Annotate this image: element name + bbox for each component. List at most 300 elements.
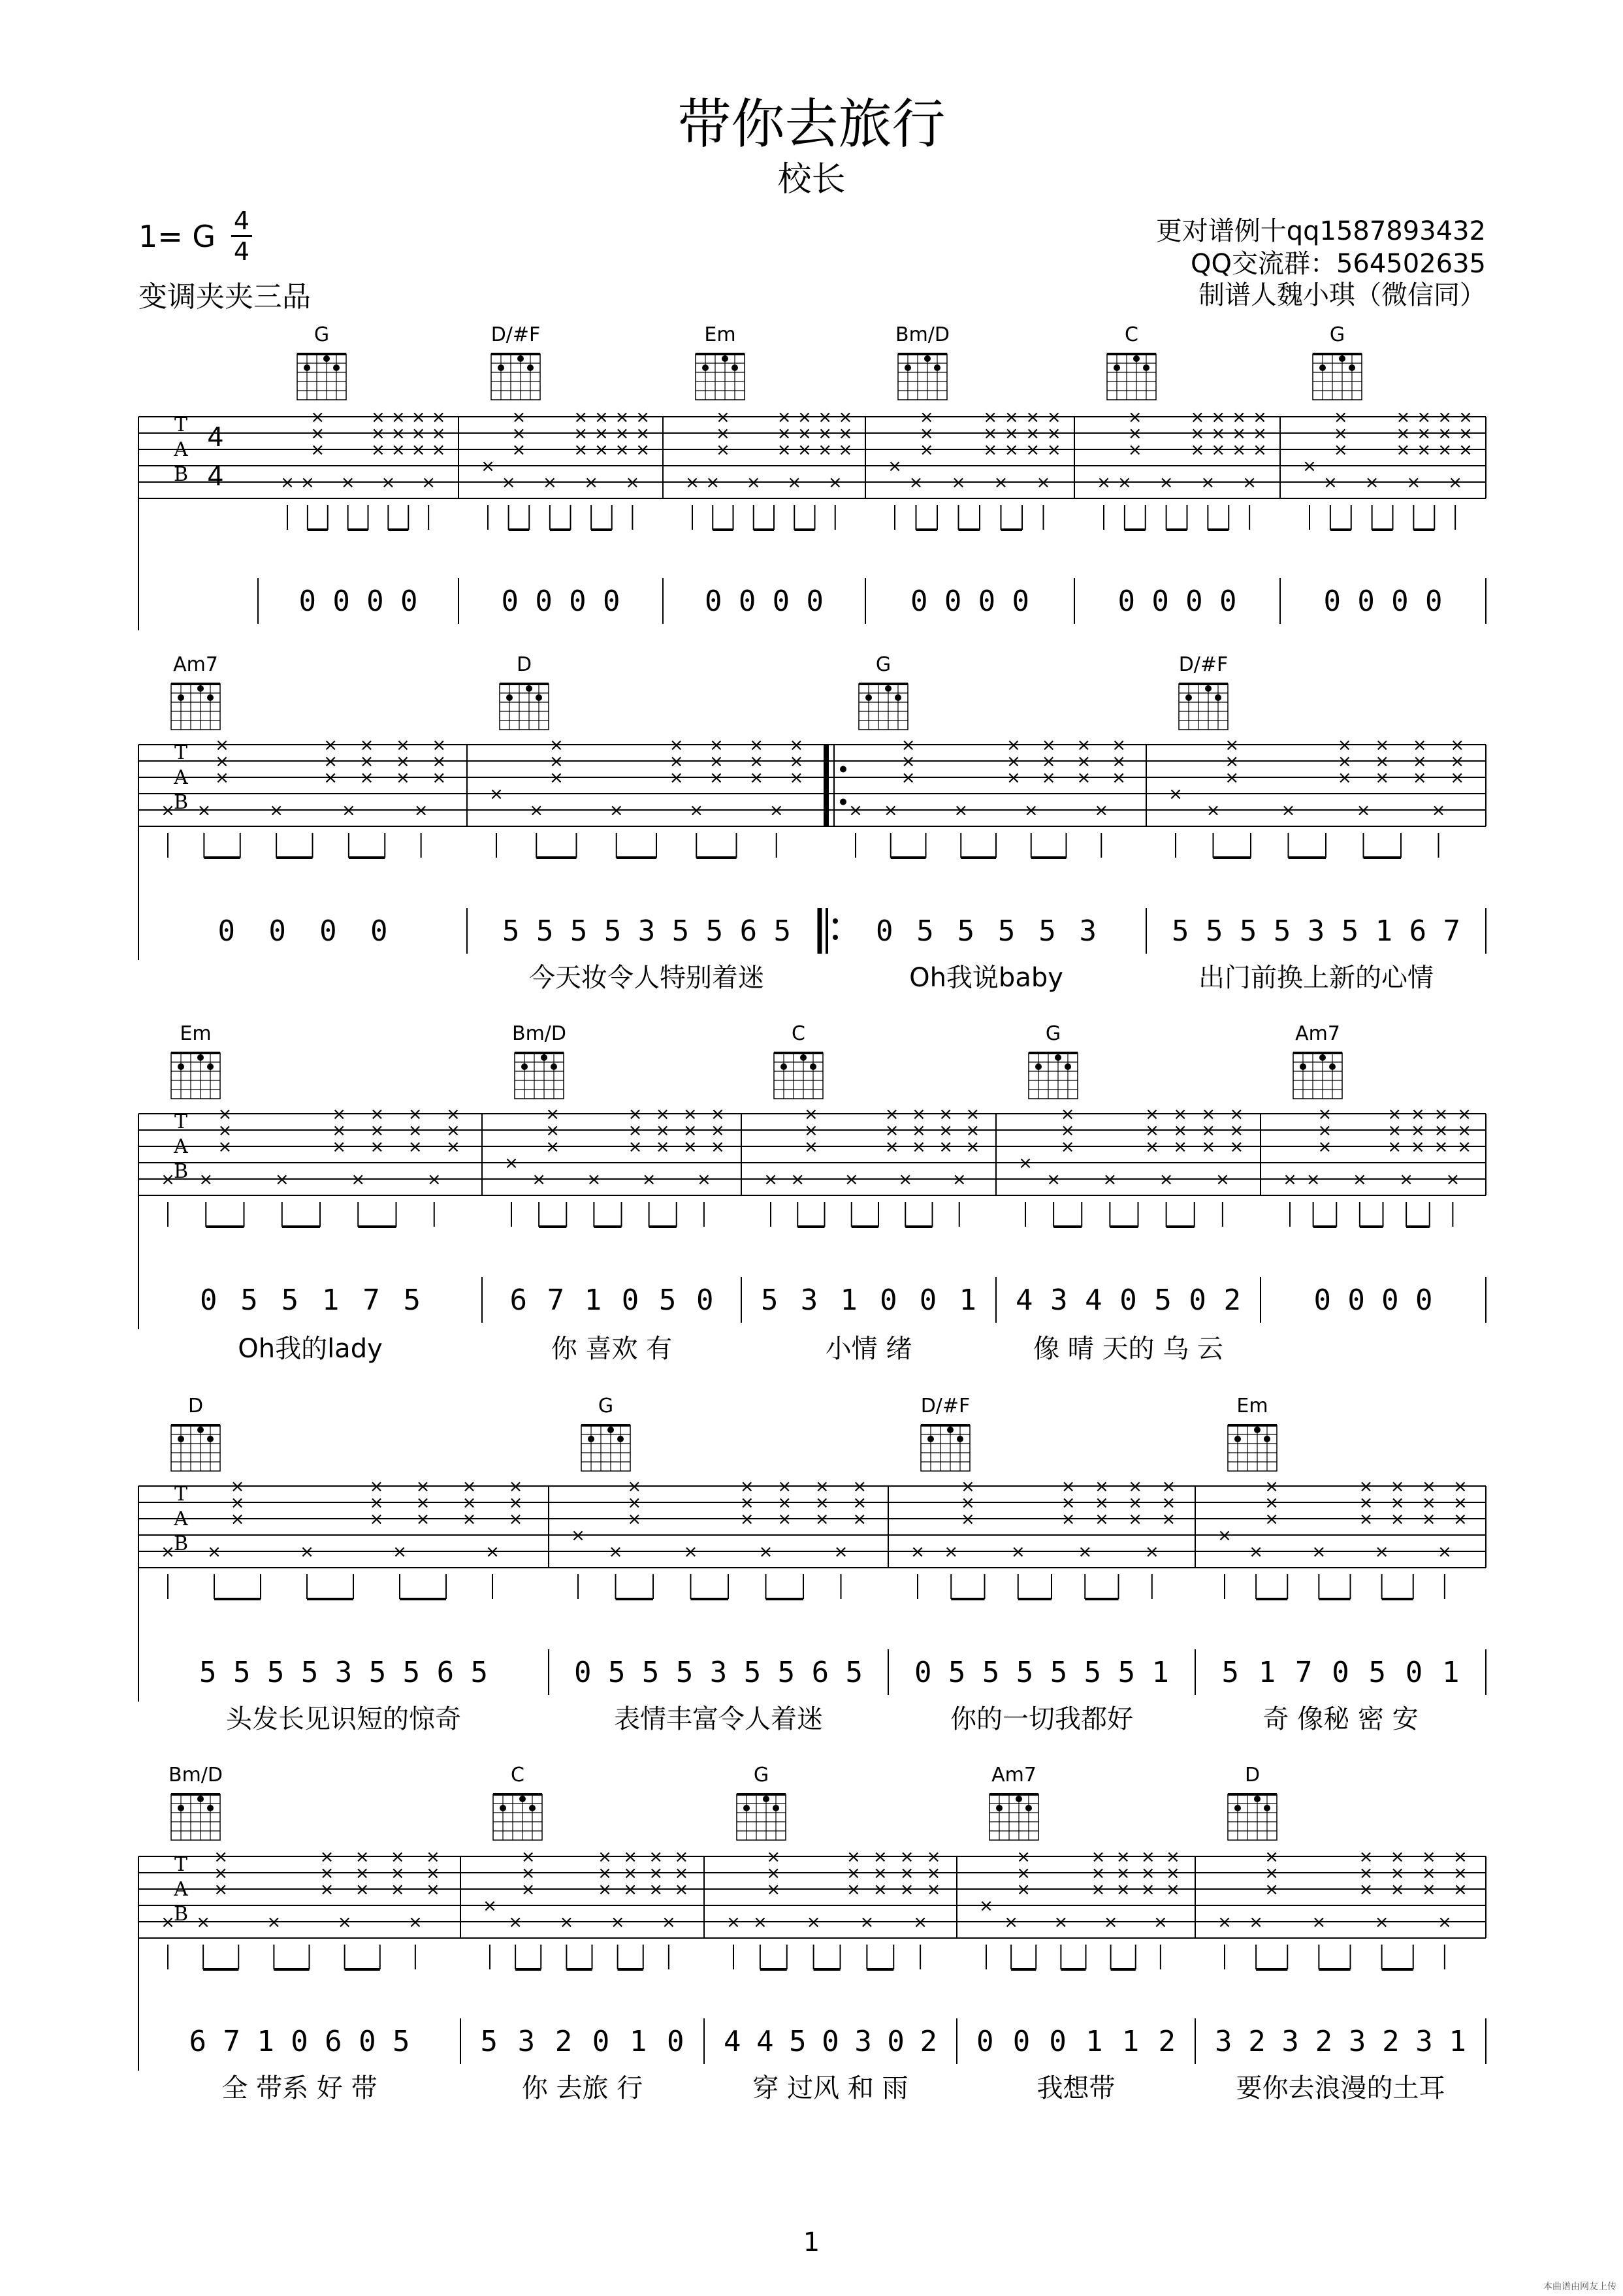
tab-x-note: × xyxy=(627,1477,642,1496)
chord-name: Em xyxy=(180,1022,212,1045)
chord-grid xyxy=(493,1794,542,1840)
chord-finger-dot xyxy=(927,1436,934,1442)
tab-x-note: × xyxy=(310,408,325,427)
tab-clef-letter: A xyxy=(174,438,188,461)
notation-repeat-dot xyxy=(833,935,838,940)
tab-x-note: × xyxy=(462,1510,477,1529)
lyric-line: 你的一切我都好 xyxy=(950,1704,1133,1734)
tab-x-note: × xyxy=(1061,1510,1076,1529)
tab-x-note: × xyxy=(215,752,229,771)
chord-finger-dot xyxy=(905,364,911,371)
tab-x-note: × xyxy=(310,424,325,444)
tab-x-note: × xyxy=(1225,768,1240,788)
tab-x-note: × xyxy=(1128,1477,1143,1496)
tab-x-note: × xyxy=(319,1847,334,1867)
chord-finger-dot xyxy=(207,1063,214,1070)
tab-x-note: × xyxy=(1004,1913,1019,1932)
tab-x-note: × xyxy=(230,1510,245,1529)
jianpu-notes: 0 0 0 0 xyxy=(705,585,824,618)
tab-x-note: × xyxy=(341,801,356,820)
tab-x-note: × xyxy=(1434,1105,1449,1124)
tab-x-note: × xyxy=(573,440,588,460)
tab-x-note: × xyxy=(1046,1170,1061,1189)
tab-x-note: × xyxy=(371,408,385,427)
tab-x-note: × xyxy=(421,473,436,493)
tab-x-note: × xyxy=(919,440,934,460)
chord-finger-dot xyxy=(1215,694,1221,701)
chord-name: G xyxy=(875,653,892,676)
chord-name: G xyxy=(753,1764,769,1787)
chord-finger-dot xyxy=(1349,364,1355,371)
tab-x-note: × xyxy=(709,752,724,771)
chord-name: G xyxy=(1329,323,1345,346)
tab-x-note: × xyxy=(545,1121,560,1140)
chord-finger-dot xyxy=(178,1063,184,1070)
tab-x-note: × xyxy=(408,1913,423,1932)
tab-x-note: × xyxy=(432,768,447,788)
tab-x-note: × xyxy=(390,1864,405,1883)
tab-x-note: × xyxy=(426,1880,440,1900)
tab-x-note: × xyxy=(214,1880,229,1900)
tab-x-note: × xyxy=(598,1880,612,1900)
lyric-line: Oh我的lady xyxy=(238,1334,383,1364)
tab-x-note: × xyxy=(926,1847,941,1867)
tab-x-note: × xyxy=(649,1864,664,1883)
tab-x-note: × xyxy=(1102,1170,1117,1189)
tab-x-note: × xyxy=(739,1510,754,1529)
tab-x-note: × xyxy=(623,1847,638,1867)
tab-x-note: × xyxy=(1159,473,1174,493)
jianpu-notes: 3 2 3 2 3 2 3 1 xyxy=(1215,2025,1466,2058)
chord-name: D xyxy=(187,1395,204,1417)
chord-finger-dot xyxy=(895,694,901,701)
tab-x-note: × xyxy=(1091,1864,1106,1883)
chord-grid xyxy=(696,354,745,400)
tab-x-note: × xyxy=(161,1913,175,1932)
tab-x-note: × xyxy=(1016,1864,1031,1883)
tab-x-note: × xyxy=(408,1137,423,1157)
chord-name: Am7 xyxy=(173,653,218,676)
tab-x-note: × xyxy=(818,440,833,460)
chord-grid xyxy=(1313,354,1362,400)
tab-x-note: × xyxy=(485,1542,500,1562)
tab-x-note: × xyxy=(609,801,624,820)
tab-x-note: × xyxy=(1232,440,1247,460)
tab-x-note: × xyxy=(1333,424,1348,444)
tab-x-note: × xyxy=(683,1121,698,1140)
tab-x-note: × xyxy=(1166,1847,1180,1867)
tab-x-note: × xyxy=(1023,801,1038,820)
tab-x-note: × xyxy=(1421,1493,1436,1513)
chord-finger-dot xyxy=(800,1054,807,1061)
tab-x-note: × xyxy=(1412,736,1427,755)
tab-x-note: × xyxy=(661,1913,676,1932)
capo-note: 变调夹夹三品 xyxy=(138,280,311,314)
tab-x-note: × xyxy=(431,440,446,460)
tab-x-note: × xyxy=(1450,768,1465,788)
tab-x-note: × xyxy=(393,1542,407,1562)
tab-x-note: × xyxy=(1127,424,1142,444)
chord-name: Em xyxy=(1236,1395,1268,1417)
tab-x-note: × xyxy=(1358,1477,1374,1496)
tab-x-note: × xyxy=(1458,408,1473,427)
tab-x-note: × xyxy=(669,768,684,788)
tab-x-note: × xyxy=(1390,1880,1405,1900)
tab-x-note: × xyxy=(549,752,564,771)
chord-name: D/#F xyxy=(490,323,541,346)
tab-x-note: × xyxy=(1390,1477,1405,1496)
tab-x-note: × xyxy=(852,1493,867,1513)
tab-x-note: × xyxy=(1387,1137,1402,1157)
tab-x-note: × xyxy=(1317,1105,1332,1124)
tab-x-note: × xyxy=(749,752,764,771)
tab-x-note: × xyxy=(846,1864,861,1883)
tab-x-note: × xyxy=(217,1137,233,1157)
tab-x-note: × xyxy=(1323,473,1338,493)
tab-x-note: × xyxy=(683,1542,698,1562)
tab-x-note: × xyxy=(789,752,804,771)
tab-x-note: × xyxy=(1229,1121,1244,1140)
tab-x-note: × xyxy=(1173,1121,1188,1140)
tab-x-note: × xyxy=(511,440,526,460)
tab-x-note: × xyxy=(615,408,630,427)
tab-x-note: × xyxy=(608,1542,623,1562)
tab-x-note: × xyxy=(628,1121,643,1140)
tab-x-note: × xyxy=(391,408,406,427)
tab-x-note: × xyxy=(711,1121,725,1140)
tab-x-note: × xyxy=(1046,408,1061,427)
tab-x-note: × xyxy=(818,424,833,444)
tab-x-note: × xyxy=(910,1542,925,1562)
tab-x-note: × xyxy=(319,1880,334,1900)
tab-x-note: × xyxy=(1159,1170,1174,1189)
tab-x-note: × xyxy=(1061,1493,1076,1513)
tab-x-note: × xyxy=(623,1880,638,1900)
chord-finger-dot xyxy=(1133,355,1140,362)
tab-x-note: × xyxy=(1053,1913,1069,1932)
tab-x-note: × xyxy=(1337,736,1352,755)
chord-finger-dot xyxy=(773,1805,779,1811)
tab-x-note: × xyxy=(852,1510,867,1529)
tab-x-note: × xyxy=(1025,424,1040,444)
tab-x-note: × xyxy=(715,408,730,427)
tab-x-note: × xyxy=(965,1105,980,1124)
tab-x-note: × xyxy=(1144,1542,1159,1562)
chord-grid xyxy=(297,354,346,400)
tab-x-note: × xyxy=(1116,1864,1131,1883)
tab-x-note: × xyxy=(1264,1880,1279,1900)
tab-x-note: × xyxy=(1153,1913,1168,1932)
tab-x-note: × xyxy=(803,1121,818,1140)
tab-x-note: × xyxy=(1217,1913,1232,1932)
tab-x-note: × xyxy=(489,784,504,804)
tab-x-note: × xyxy=(1264,1847,1279,1867)
tab-x-note: × xyxy=(1166,1880,1180,1900)
tab-time-signature: 4 xyxy=(207,423,224,453)
tab-x-note: × xyxy=(898,1170,913,1189)
chord-finger-dot xyxy=(1319,1054,1326,1061)
jianpu-notes: 0 0 0 0 xyxy=(1323,585,1443,618)
tab-x-note: × xyxy=(337,1913,352,1932)
tab-x-note: × xyxy=(615,440,630,460)
tab-x-note: × xyxy=(1387,1121,1402,1140)
lyric-line: 要你去浪漫的土耳 xyxy=(1236,2073,1445,2103)
tab-x-note: × xyxy=(445,1121,460,1140)
chord-grid xyxy=(1293,1053,1342,1099)
tab-x-note: × xyxy=(1438,424,1453,444)
tab-x-note: × xyxy=(319,1864,334,1883)
page-number: 1 xyxy=(803,2227,820,2257)
chord-finger-dot xyxy=(1329,1063,1336,1070)
tab-x-note: × xyxy=(1036,473,1051,493)
chord-finger-dot xyxy=(617,1436,624,1442)
tab-x-note: × xyxy=(908,473,924,493)
tab-x-note: × xyxy=(635,440,651,460)
chord-finger-dot xyxy=(780,1063,787,1070)
tab-x-note: × xyxy=(1016,1880,1031,1900)
tab-x-note: × xyxy=(625,473,640,493)
tab-x-note: × xyxy=(1211,440,1226,460)
tab-clef-letter: B xyxy=(173,1903,189,1926)
tab-x-note: × xyxy=(280,473,295,493)
tab-x-note: × xyxy=(1112,736,1127,755)
chord-grid xyxy=(1228,1794,1277,1840)
tab-clef-letter: B xyxy=(173,791,189,814)
tab-x-note: × xyxy=(683,1137,698,1157)
tab-clef-letter: T xyxy=(174,1110,188,1133)
tab-x-note: × xyxy=(1211,424,1226,444)
tab-x-note: × xyxy=(911,1105,926,1124)
tab-x-note: × xyxy=(911,1121,926,1140)
jianpu-notes: 0 0 0 0 xyxy=(298,585,418,618)
tab-x-note: × xyxy=(359,736,374,755)
tab-x-note: × xyxy=(901,768,916,788)
tab-clef-letter: T xyxy=(174,741,188,764)
tab-x-note: × xyxy=(814,1510,829,1529)
tab-x-note: × xyxy=(508,1493,523,1513)
tab-x-note: × xyxy=(1375,768,1390,788)
tab-x-note: × xyxy=(411,424,426,444)
tab-x-note: × xyxy=(628,1105,643,1124)
tab-x-note: × xyxy=(1264,1477,1279,1496)
tab-x-note: × xyxy=(709,768,724,788)
tab-x-note: × xyxy=(1458,440,1473,460)
tab-x-note: × xyxy=(899,1880,914,1900)
tab-x-note: × xyxy=(828,473,843,493)
chord-finger-dot xyxy=(526,685,532,692)
tab-x-note: × xyxy=(777,424,792,444)
tab-x-note: × xyxy=(952,1170,967,1189)
tab-x-note: × xyxy=(1127,408,1142,427)
tab-x-note: × xyxy=(790,1170,805,1189)
tab-x-note: × xyxy=(542,473,557,493)
tab-x-note: × xyxy=(396,736,410,755)
chord-name: G xyxy=(598,1395,614,1417)
tab-x-note: × xyxy=(532,1170,547,1189)
tab-x-note: × xyxy=(803,1137,818,1157)
tab-x-note: × xyxy=(1437,1913,1452,1932)
tab-x-note: × xyxy=(215,768,229,788)
chord-grid xyxy=(989,1794,1038,1840)
tab-x-note: × xyxy=(1041,752,1056,771)
tab-x-note: × xyxy=(901,736,916,755)
chord-name: G xyxy=(313,323,330,346)
tab-x-note: × xyxy=(1457,1137,1472,1157)
tab-x-note: × xyxy=(1112,768,1127,788)
chord-finger-dot xyxy=(731,364,738,371)
tab-x-note: × xyxy=(481,457,495,476)
tab-x-note: × xyxy=(217,1121,233,1140)
tab-x-note: × xyxy=(1396,408,1411,427)
tab-x-note: × xyxy=(413,801,428,820)
tab-x-note: × xyxy=(1390,1493,1405,1513)
tab-x-note: × xyxy=(432,736,447,755)
chord-finger-dot xyxy=(763,1796,769,1802)
tab-x-note: × xyxy=(573,424,588,444)
chord-finger-dot xyxy=(529,1805,536,1811)
tab-x-note: × xyxy=(323,736,338,755)
chord-finger-dot xyxy=(521,1063,528,1070)
tab-x-note: × xyxy=(960,1477,975,1496)
tab-x-note: × xyxy=(685,473,699,493)
tab-x-note: × xyxy=(359,768,374,788)
song-title: 带你去旅行 xyxy=(677,93,946,155)
tab-x-note: × xyxy=(411,408,426,427)
tab-clef-letter: T xyxy=(174,1853,188,1876)
tab-x-note: × xyxy=(445,1105,460,1124)
tab-x-note: × xyxy=(508,1510,523,1529)
tab-x-note: × xyxy=(332,1137,347,1157)
tab-x-note: × xyxy=(1421,1864,1436,1883)
tab-x-note: × xyxy=(511,408,526,427)
tab-x-note: × xyxy=(369,1477,384,1496)
tab-x-note: × xyxy=(214,1864,229,1883)
tab-x-note: × xyxy=(758,1542,773,1562)
tab-x-note: × xyxy=(901,752,916,771)
tab-x-note: × xyxy=(1387,1105,1402,1124)
tab-x-note: × xyxy=(1004,440,1019,460)
tab-x-note: × xyxy=(230,1477,245,1496)
tab-x-note: × xyxy=(709,736,724,755)
chord-finger-dot xyxy=(207,1436,214,1442)
tab-x-note: × xyxy=(571,1526,585,1545)
tab-x-note: × xyxy=(217,1105,233,1124)
jianpu-notes: 5 5 5 5 3 5 1 6 7 xyxy=(1172,914,1460,948)
tab-x-note: × xyxy=(1358,1493,1374,1513)
tab-x-note: × xyxy=(300,1542,314,1562)
tab-x-note: × xyxy=(1060,1137,1075,1157)
chord-name: D/#F xyxy=(1178,653,1229,676)
chord-finger-dot xyxy=(519,1796,526,1802)
tab-x-note: × xyxy=(846,1847,861,1867)
tab-x-note: × xyxy=(1217,1526,1232,1545)
chord-grid xyxy=(1107,354,1156,400)
tab-x-note: × xyxy=(1103,1913,1118,1932)
jianpu-notes: 0 0 0 0 xyxy=(1117,585,1237,618)
tab-x-note: × xyxy=(919,424,934,444)
chord-grid xyxy=(737,1794,786,1840)
tab-x-note: × xyxy=(359,752,374,771)
chord-grid xyxy=(491,354,540,400)
chord-finger-dot xyxy=(333,364,340,371)
tab-x-note: × xyxy=(371,424,385,444)
tab-x-note: × xyxy=(705,473,720,493)
chord-finger-dot xyxy=(1114,364,1120,371)
tab-clef-letter: A xyxy=(174,1135,188,1158)
chord-finger-dot xyxy=(506,694,513,701)
tab-x-note: × xyxy=(1249,1913,1264,1932)
tab-x-note: × xyxy=(1283,1170,1297,1189)
tab-x-note: × xyxy=(1004,408,1019,427)
tab-x-note: × xyxy=(445,1137,460,1157)
tab-x-note: × xyxy=(919,408,934,427)
chord-finger-dot xyxy=(1035,1063,1042,1070)
tab-x-note: × xyxy=(1201,1105,1216,1124)
tab-x-note: × xyxy=(310,440,325,460)
tab-x-note: × xyxy=(1078,1542,1093,1562)
tab-x-note: × xyxy=(1281,801,1296,820)
tab-clef-letter: B xyxy=(173,1532,189,1555)
chord-grid xyxy=(171,1425,220,1471)
tab-x-note: × xyxy=(696,1170,711,1189)
chord-finger-dot xyxy=(500,1805,506,1811)
repeat-dot xyxy=(840,766,846,773)
tab-x-note: × xyxy=(899,1847,914,1867)
tab-x-note: × xyxy=(1417,408,1432,427)
tab-x-note: × xyxy=(1117,473,1132,493)
tab-x-note: × xyxy=(598,1864,612,1883)
tab-x-note: × xyxy=(504,1154,519,1173)
chord-name: C xyxy=(511,1764,524,1787)
tab-x-note: × xyxy=(549,736,564,755)
tab-x-note: × xyxy=(161,1542,175,1562)
tab-x-note: × xyxy=(1190,424,1205,444)
tab-x-note: × xyxy=(1018,1154,1033,1173)
lyric-line: 表情丰富令人着迷 xyxy=(614,1704,823,1734)
tab-x-note: × xyxy=(1225,736,1240,755)
tab-x-note: × xyxy=(1457,1121,1472,1140)
chord-finger-dot xyxy=(702,364,709,371)
chord-finger-dot xyxy=(197,1796,204,1802)
tab-x-note: × xyxy=(797,440,812,460)
chord-finger-dot xyxy=(323,355,330,362)
tab-x-note: × xyxy=(787,473,802,493)
tab-x-note: × xyxy=(594,440,609,460)
tab-x-note: × xyxy=(508,1913,523,1932)
tab-x-note: × xyxy=(1412,752,1427,771)
tab-x-note: × xyxy=(711,1137,725,1157)
tab-x-note: × xyxy=(1006,752,1021,771)
tab-x-note: × xyxy=(1190,440,1205,460)
tab-x-note: × xyxy=(766,1847,781,1867)
tab-x-note: × xyxy=(674,1880,689,1900)
tab-x-note: × xyxy=(1396,424,1411,444)
tab-x-note: × xyxy=(1173,1105,1188,1124)
tab-x-note: × xyxy=(844,1170,859,1189)
tab-x-note: × xyxy=(529,801,544,820)
tab-x-note: × xyxy=(207,1542,221,1562)
tab-x-note: × xyxy=(610,1913,625,1932)
tab-x-note: × xyxy=(746,473,761,493)
tab-x-note: × xyxy=(1076,768,1091,788)
tab-x-note: × xyxy=(1374,1913,1389,1932)
tab-x-note: × xyxy=(431,408,446,427)
tab-x-note: × xyxy=(1127,440,1142,460)
tab-x-note: × xyxy=(803,1105,818,1124)
tab-x-note: × xyxy=(1060,1121,1075,1140)
tab-x-note: × xyxy=(1161,1493,1176,1513)
chord-finger-dot xyxy=(527,364,534,371)
